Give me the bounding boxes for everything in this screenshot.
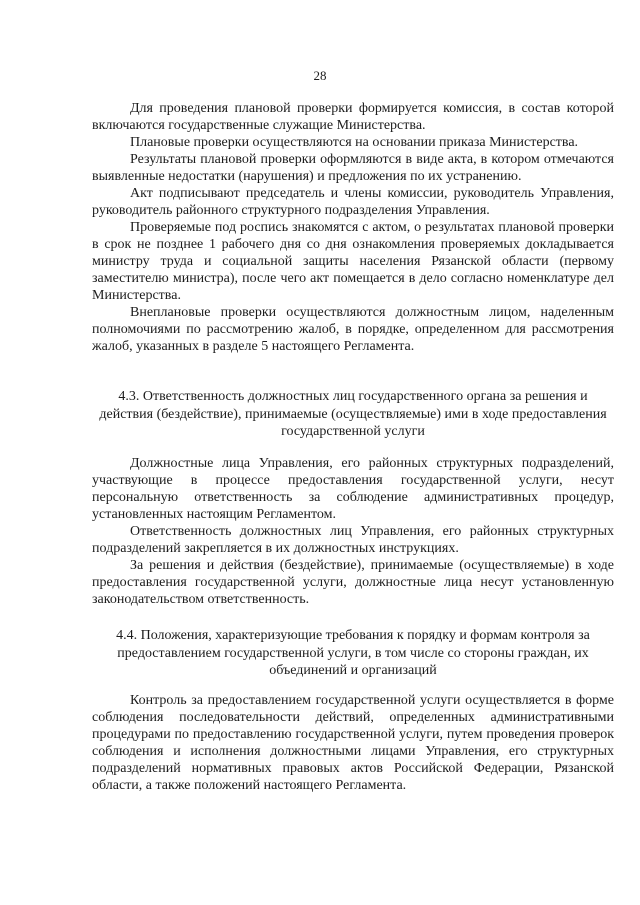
paragraph: Ответственность должностных лиц Управления, его районных структурных подразделений закрепляется в их должностных инструкциях.: [92, 524, 614, 556]
page-number: 28: [313, 68, 327, 83]
paragraph: Внеплановые проверки осуществляются должностным лицом, наделенным полномочиями по рассмотрению жалоб, в порядке, определенном для рассмотрения жалоб, указанных в разделе 5 настоящего Регламента.: [92, 305, 614, 354]
paragraph: Проверяемые под роспись знакомятся с актом, о результатах плановой проверки в срок не позднее 1 рабочего дня со дня ознакомления проверяемых докладывается министру труда и социальной защиты населения Рязанской области (первому заместителю министра), после чего акт помещается в дело согласно номенклатуре дел Министерства.: [92, 220, 614, 303]
paragraph: Плановые проверки осуществляются на основании приказа Министерства.: [130, 135, 579, 150]
paragraph: Для проведения плановой проверки формируется комиссия, в состав которой включаются государственные служащие Министерства.: [92, 101, 614, 133]
heading-text: 4.4. Положения, характеризующие требования к порядку и формам контроля за предоставлением государственной услуги, в том числе со стороны граждан, их объединений и организаций: [116, 628, 590, 678]
paragraph-block-responsibility: [92, 455, 614, 608]
section-heading-4-4: [92, 627, 614, 680]
paragraph: Акт подписывают председатель и члены комиссии, руководитель Управления, руководитель районного структурного подразделения Управления.: [92, 186, 614, 218]
section-heading-4-3: [92, 388, 614, 441]
paragraph-block-control: [92, 692, 614, 794]
paragraph-block-planned-inspections: [92, 100, 614, 355]
paragraph: Результаты плановой проверки оформляются в виде акта, в котором отмечаются выявленные недостатки (нарушения) и предложения по их устранению.: [92, 152, 614, 184]
paragraph: Должностные лица Управления, его районных структурных подразделений, участвующие в процессе предоставления государственной услуги, несут персональную ответственность за соблюдение административных процедур, установленных настоящим Регламентом.: [92, 456, 614, 522]
paragraph: За решения и действия (бездействие), принимаемые (осуществляемые) в ходе предоставления государственной услуги, должностные лица несут установленную законодательством ответственность.: [92, 558, 614, 607]
paragraph: Контроль за предоставлением государственной услуги осуществляется в форме соблюдения последовательности действий, определенных административными процедурами по предоставлению государственной услуги, путем проведения проверок соблюдения и исполнения должностными лицами Управления, его структурных подразделений нормативных правовых актов Российской Федерации, Рязанской области, а также положений настоящего Регламента.: [92, 693, 614, 793]
heading-text: 4.3. Ответственность должностных лиц государственного органа за решения и действия (бездействие), принимаемые (осуществляемые) ими в ходе предоставления государственной услуги: [99, 389, 607, 439]
